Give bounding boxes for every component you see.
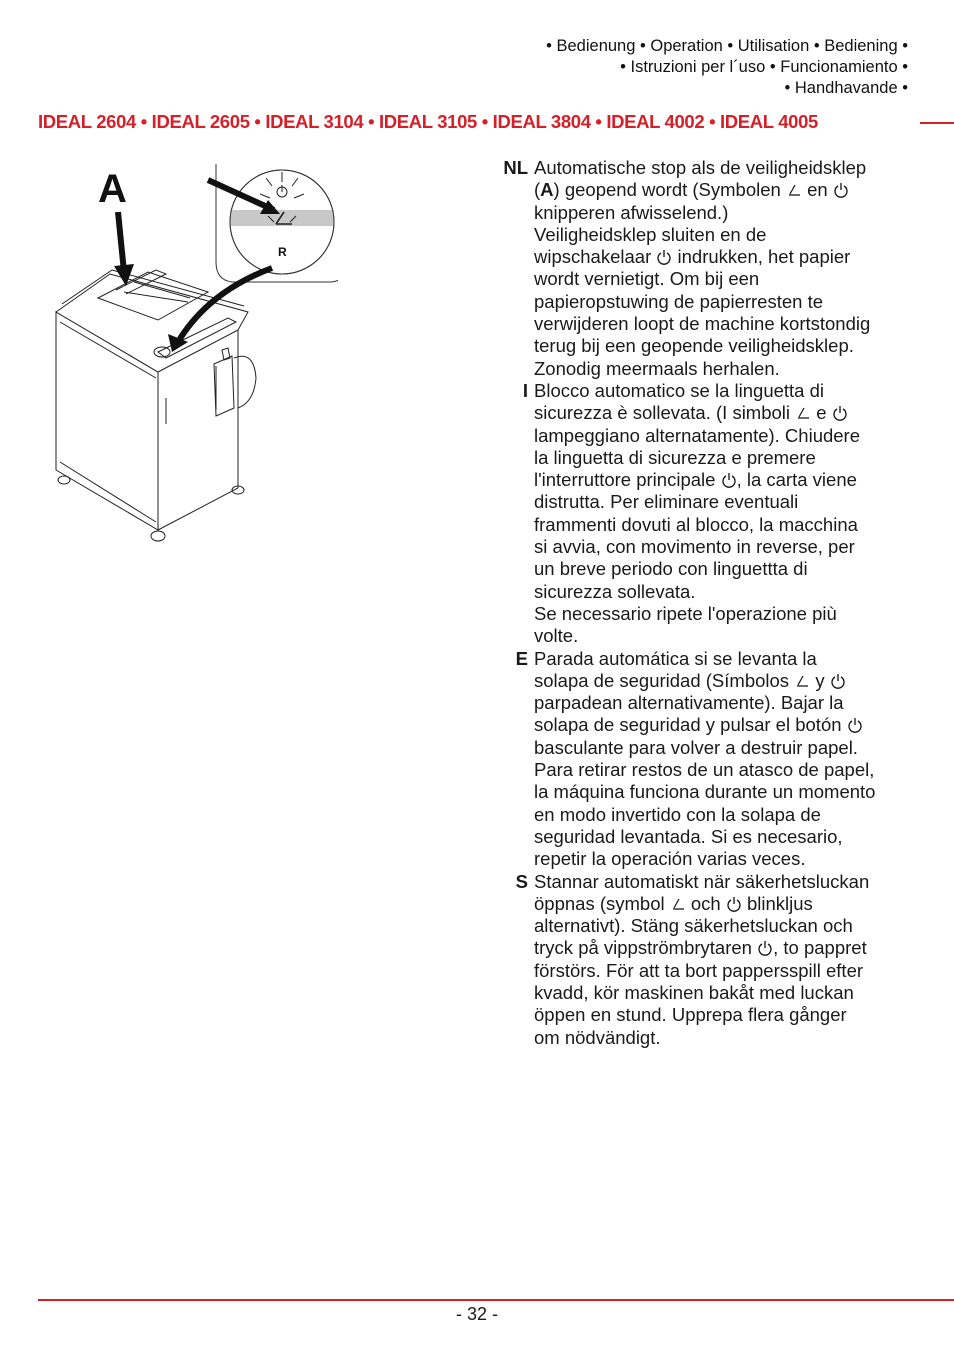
section-es <box>484 648 924 871</box>
section-code: E <box>515 647 528 669</box>
power-icon <box>656 248 672 265</box>
section-body: Automatische stop als de veiligheidsklep (A) geopend wordt (Symbolen en knipperen afwisselend.) Veiligheidsklep sluiten en de wipschakelaar indrukken, het papier wordt vernietigt. Om bij een papieropstuwing de papierresten te verwijderen loopt de machine kortstondig terug bij een geopende veiligheidsklep. Zonodig meermaals herhalen. <box>534 157 871 379</box>
section-sv <box>484 871 924 1049</box>
power-icon <box>757 939 773 956</box>
language-list <box>546 36 908 99</box>
section-code: S <box>515 870 528 892</box>
flap-icon <box>786 182 802 198</box>
section-body: Stannar automatiskt när säkerhetsluckan öppnas (symbol och blinkljus alternativt). Stäng säkerhetsluckan och tryck på vippströmbrytaren , to pappret förstörs. För att ta bort pappersspill efter kvadd, kör maskinen bakåt med luckan öppen en stund. Upprepa flera gånger om nödvändigt. <box>534 870 870 1048</box>
power-icon <box>721 471 737 488</box>
header-divider <box>920 122 954 124</box>
flap-icon <box>795 405 811 421</box>
power-icon <box>833 181 849 198</box>
language-line-2: • Istruzioni per l´uso • Funcionamiento • <box>620 58 908 76</box>
flap-icon <box>670 896 686 912</box>
section-nl <box>484 157 924 380</box>
flap-icon <box>794 673 810 689</box>
instructions <box>484 157 924 1049</box>
page-number: - 32 - <box>455 1304 498 1324</box>
section-code: NL <box>503 157 528 178</box>
language-line-3: • Handhavande • <box>784 79 908 97</box>
section-it <box>484 380 924 648</box>
language-line-1: • Bedienung • Operation • Utilisation • Bediening • <box>546 37 908 55</box>
section-code: I <box>522 379 528 401</box>
power-icon <box>726 895 742 912</box>
section-body: Blocco automatico se la linguetta di sicurezza è sollevata. (I simboli e lampeggiano alternatamente). Chiudere la linguetta di sicurezza e premere l'interruttore principale , la carta viene distrutta. Per eliminare eventuali frammenti dovuti al blocco, la macchina si avvia, con movimento in reverse, per un breve periodo con linguettta di sicurezza sollevata. Se necessario ripete l'operazione più volte. <box>534 379 861 647</box>
power-icon <box>847 716 863 733</box>
model-list: IDEAL 2604 • IDEAL 2605 • IDEAL 3104 • IDEAL 3105 • IDEAL 3804 • IDEAL 4002 • IDEAL 4005 <box>38 111 818 132</box>
power-icon <box>832 404 848 421</box>
power-icon <box>830 672 846 689</box>
label-r: R <box>278 245 287 259</box>
footer-divider <box>38 1299 954 1301</box>
shredder-illustration <box>38 152 338 552</box>
label-a: A <box>98 167 127 211</box>
section-body: Parada automática si se levanta la solapa de seguridad (Símbolos y parpadean alternativamente). Bajar la solapa de seguridad y pulsar el botón basculante para volver a destruir papel. Para retirar restos de un atasco de papel, la máquina funciona durante un momento en modo invertido con la solapa de seguridad levantada. Si es necesario, repetir la operación varias veces. <box>534 647 876 870</box>
